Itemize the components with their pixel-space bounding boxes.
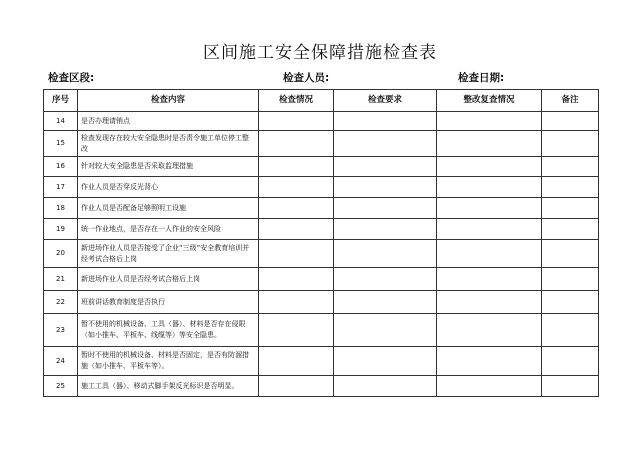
row-number: 21 bbox=[44, 268, 78, 291]
rectification-cell[interactable] bbox=[437, 347, 542, 376]
column-header-remarks: 备注 bbox=[542, 90, 599, 112]
remarks-cell[interactable] bbox=[542, 314, 599, 347]
remarks-cell[interactable] bbox=[542, 347, 599, 376]
rectification-cell[interactable] bbox=[437, 268, 542, 291]
requirement-cell[interactable] bbox=[334, 112, 437, 131]
row-number: 24 bbox=[44, 347, 78, 376]
inspector-label: 检查人员: bbox=[283, 72, 330, 84]
row-content: 班前讲话教育制度是否执行 bbox=[78, 291, 259, 314]
rectification-cell[interactable] bbox=[437, 131, 542, 157]
remarks-cell[interactable] bbox=[542, 131, 599, 157]
situation-cell[interactable] bbox=[259, 291, 334, 314]
situation-cell[interactable] bbox=[259, 198, 334, 219]
requirement-cell[interactable] bbox=[334, 314, 437, 347]
date-label: 检查日期: bbox=[458, 72, 505, 84]
row-content: 针对较大安全隐患是否采取监理措施 bbox=[78, 157, 259, 177]
requirement-cell[interactable] bbox=[334, 198, 437, 219]
row-number: 22 bbox=[44, 291, 78, 314]
table-row bbox=[44, 347, 599, 376]
requirement-cell[interactable] bbox=[334, 177, 437, 198]
row-content: 新进场作业人员是否经考试合格后上岗 bbox=[78, 268, 259, 291]
remarks-cell[interactable] bbox=[542, 177, 599, 198]
row-number: 19 bbox=[44, 219, 78, 240]
rectification-cell[interactable] bbox=[437, 157, 542, 177]
remarks-cell[interactable] bbox=[542, 376, 599, 397]
situation-cell[interactable] bbox=[259, 240, 334, 268]
remarks-cell[interactable] bbox=[542, 268, 599, 291]
rectification-cell[interactable] bbox=[437, 291, 542, 314]
table-row bbox=[44, 157, 599, 177]
table-row bbox=[44, 268, 599, 291]
situation-cell[interactable] bbox=[259, 112, 334, 131]
row-content: 暂不使用的机械设备、工具（器）、材料是否存在侵限（如小推车、平板车、线缆等）等安全隐患。 bbox=[78, 314, 259, 347]
row-content: 检查发现存在较大安全隐患时是否责令施工单位停工整改 bbox=[78, 131, 259, 157]
column-header-rectification: 整改复查情况 bbox=[437, 90, 542, 112]
situation-cell[interactable] bbox=[259, 131, 334, 157]
row-number: 18 bbox=[44, 198, 78, 219]
row-number: 17 bbox=[44, 177, 78, 198]
table-row bbox=[44, 198, 599, 219]
row-number: 20 bbox=[44, 240, 78, 268]
remarks-cell[interactable] bbox=[542, 240, 599, 268]
remarks-cell[interactable] bbox=[542, 157, 599, 177]
row-content: 施工工具（器）、移动式脚手架反光标识是否明显。 bbox=[78, 376, 259, 397]
remarks-cell[interactable] bbox=[542, 219, 599, 240]
row-content: 作业人员是否配备足够照明工设施 bbox=[78, 198, 259, 219]
column-header-number: 序号 bbox=[44, 90, 78, 112]
section-label: 检查区段: bbox=[48, 72, 95, 84]
situation-cell[interactable] bbox=[259, 268, 334, 291]
row-content: 作业人员是否穿反光背心 bbox=[78, 177, 259, 198]
header-row bbox=[44, 90, 599, 112]
row-number: 15 bbox=[44, 131, 78, 157]
rectification-cell[interactable] bbox=[437, 314, 542, 347]
rectification-cell[interactable] bbox=[437, 177, 542, 198]
table-row bbox=[44, 112, 599, 131]
row-content: 统一作业地点，是否存在一人作业的安全风险 bbox=[78, 219, 259, 240]
situation-cell[interactable] bbox=[259, 157, 334, 177]
situation-cell[interactable] bbox=[259, 376, 334, 397]
requirement-cell[interactable] bbox=[334, 347, 437, 376]
requirement-cell[interactable] bbox=[334, 157, 437, 177]
remarks-cell[interactable] bbox=[542, 291, 599, 314]
table-row bbox=[44, 177, 599, 198]
situation-cell[interactable] bbox=[259, 314, 334, 347]
row-number: 23 bbox=[44, 314, 78, 347]
requirement-cell[interactable] bbox=[334, 376, 437, 397]
table-row bbox=[44, 291, 599, 314]
column-header-content: 检查内容 bbox=[78, 90, 259, 112]
requirement-cell[interactable] bbox=[334, 240, 437, 268]
situation-cell[interactable] bbox=[259, 177, 334, 198]
row-number: 14 bbox=[44, 112, 78, 131]
table-row bbox=[44, 376, 599, 397]
situation-cell[interactable] bbox=[259, 219, 334, 240]
requirement-cell[interactable] bbox=[334, 219, 437, 240]
rectification-cell[interactable] bbox=[437, 112, 542, 131]
requirement-cell[interactable] bbox=[334, 268, 437, 291]
row-content: 新进场作业人员是否接受了企业“三级”安全教育培训并经考试合格后上岗 bbox=[78, 240, 259, 268]
table-row bbox=[44, 240, 599, 268]
remarks-cell[interactable] bbox=[542, 198, 599, 219]
remarks-cell[interactable] bbox=[542, 112, 599, 131]
rectification-cell[interactable] bbox=[437, 219, 542, 240]
requirement-cell[interactable] bbox=[334, 291, 437, 314]
column-header-situation: 检查情况 bbox=[259, 90, 334, 112]
table-row bbox=[44, 131, 599, 157]
situation-cell[interactable] bbox=[259, 347, 334, 376]
rectification-cell[interactable] bbox=[437, 240, 542, 268]
row-number: 25 bbox=[44, 376, 78, 397]
row-number: 16 bbox=[44, 157, 78, 177]
row-content: 暂时不使用的机械设备、材料是否固定，是否有防溜措施（如小推车、平板车等）。 bbox=[78, 347, 259, 376]
table-row bbox=[44, 314, 599, 347]
table-row bbox=[44, 219, 599, 240]
rectification-cell[interactable] bbox=[437, 376, 542, 397]
column-header-requirement: 检查要求 bbox=[334, 90, 437, 112]
row-content: 是否办理请销点 bbox=[78, 112, 259, 131]
checklist-table bbox=[43, 89, 599, 397]
document-title: 区间施工安全保障措施检查表 bbox=[203, 43, 437, 63]
rectification-cell[interactable] bbox=[437, 198, 542, 219]
requirement-cell[interactable] bbox=[334, 131, 437, 157]
